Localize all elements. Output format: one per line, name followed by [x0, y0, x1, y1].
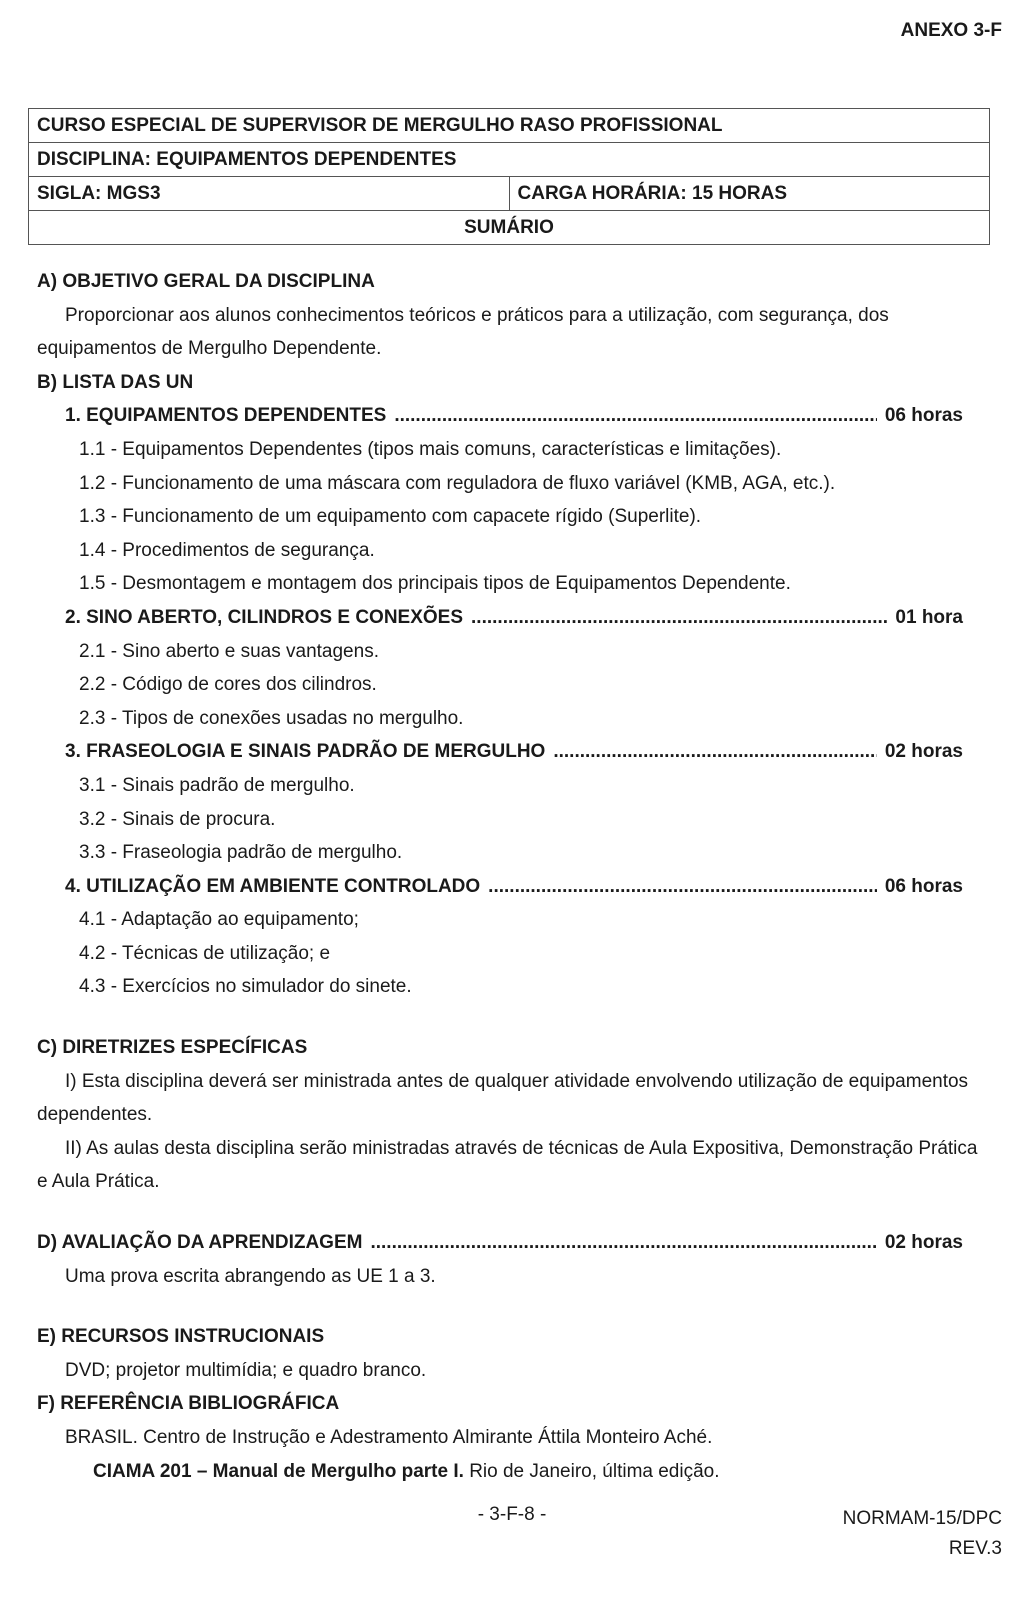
list-item: 3.3 - Fraseologia padrão de mergulho.: [79, 842, 403, 864]
leader-dots: [488, 870, 877, 904]
norm-code: NORMAM-15/DPC: [842, 1508, 1002, 1529]
discipline-name: DISCIPLINA: EQUIPAMENTOS DEPENDENTES: [29, 143, 990, 177]
unit-1-hours: 06 horas: [884, 405, 963, 427]
list-item: 1.3 - Funcionamento de um equipamento com capacete rígido (Superlite).: [79, 506, 702, 528]
leader-dots: [471, 601, 887, 635]
leader-dots: [553, 735, 877, 769]
section-d-text: Uma prova escrita abrangendo as UE 1 a 3.: [65, 1265, 436, 1287]
section-e-title: E) RECURSOS INSTRUCIONAIS: [37, 1326, 325, 1348]
document-body: [37, 265, 987, 1488]
section-d-heading: [37, 1226, 987, 1260]
course-name: CURSO ESPECIAL DE SUPERVISOR DE MERGULHO RASO PROFISSIONAL: [29, 109, 990, 143]
section-c-paragraph-1: I) Esta disciplina deverá ser ministrada antes de qualquer atividade envolvendo utilização de equipamentos dependentes.: [37, 1070, 969, 1126]
list-item: 1.5 - Desmontagem e montagem dos principais tipos de Equipamentos Dependente.: [79, 573, 791, 595]
reference-line-2: [37, 1455, 987, 1489]
summary-title: SUMÁRIO: [29, 211, 990, 245]
list-item: 3.1 - Sinais padrão de mergulho.: [79, 774, 355, 796]
section-d-hours: 02 horas: [884, 1232, 963, 1254]
unit-3-heading: [37, 735, 987, 769]
page-number: - 3-F-8 -: [477, 1504, 547, 1525]
list-item: 1.2 - Funcionamento de uma máscara com reguladora de fluxo variável (KMB, AGA, etc.).: [79, 472, 836, 494]
reference-title: CIAMA 201 – Manual de Mergulho parte I.: [93, 1460, 464, 1482]
revision: REV.3: [948, 1538, 1002, 1559]
unit-1-title: 1. EQUIPAMENTOS DEPENDENTES: [65, 405, 387, 427]
list-item: 1.4 - Procedimentos de segurança.: [79, 539, 375, 561]
course-header-table: [28, 108, 990, 245]
footer-norm: [843, 1504, 1002, 1564]
list-item: 2.1 - Sino aberto e suas vantagens.: [79, 640, 379, 662]
section-d-title: D) AVALIAÇÃO DA APRENDIZAGEM: [37, 1232, 363, 1254]
list-item: 4.1 - Adaptação ao equipamento;: [79, 909, 359, 931]
reference-line-1: BRASIL. Centro de Instrução e Adestramento Almirante Áttila Monteiro Aché.: [65, 1427, 713, 1448]
section-a-text: Proporcionar aos alunos conhecimentos teóricos e práticos para a utilização, com segurança, dos equipamentos de Mergulho Dependente.: [37, 304, 889, 360]
list-item: 1.1 - Equipamentos Dependentes (tipos mais comuns, características e limitações).: [79, 438, 782, 460]
unit-4-title: 4. UTILIZAÇÃO EM AMBIENTE CONTROLADO: [65, 875, 481, 897]
unit-3-title: 3. FRASEOLOGIA E SINAIS PADRÃO DE MERGULHO: [65, 741, 546, 763]
unit-2-heading: [37, 601, 987, 635]
list-item: 3.2 - Sinais de procura.: [79, 808, 276, 830]
list-item: 4.3 - Exercícios no simulador do sinete.: [79, 976, 412, 998]
list-item: 2.3 - Tipos de conexões usadas no mergulho.: [79, 707, 464, 729]
leader-dots: [370, 1226, 876, 1260]
section-f-title: F) REFERÊNCIA BIBLIOGRÁFICA: [37, 1393, 340, 1415]
discipline-code: SIGLA: MGS3: [29, 177, 510, 211]
unit-3-hours: 02 horas: [884, 741, 963, 763]
reference-publisher: Rio de Janeiro, última edição.: [463, 1460, 720, 1482]
section-a-title: A) OBJETIVO GERAL DA DISCIPLINA: [37, 271, 375, 292]
list-item: 4.2 - Técnicas de utilização; e: [79, 942, 331, 964]
section-b-title: B) LISTA DAS UN: [37, 371, 194, 393]
leader-dots: [394, 399, 877, 433]
unit-4-hours: 06 horas: [884, 875, 963, 897]
workload: CARGA HORÁRIA: 15 HORAS: [509, 177, 990, 211]
annex-label: ANEXO 3-F: [900, 20, 1002, 41]
unit-1-heading: [37, 399, 987, 433]
unit-2-title: 2. SINO ABERTO, CILINDROS E CONEXÕES: [65, 606, 464, 628]
list-item: 2.2 - Código de cores dos cilindros.: [79, 674, 377, 696]
section-e-text: DVD; projetor multimídia; e quadro branco.: [65, 1359, 427, 1381]
section-c-title: C) DIRETRIZES ESPECÍFICAS: [37, 1037, 308, 1059]
unit-4-heading: [37, 870, 987, 904]
unit-2-hours: 01 hora: [895, 606, 963, 628]
section-c-paragraph-2: II) As aulas desta disciplina serão ministradas através de técnicas de Aula Expositiva, Demonstração Prática e Aula Prática.: [37, 1137, 978, 1193]
